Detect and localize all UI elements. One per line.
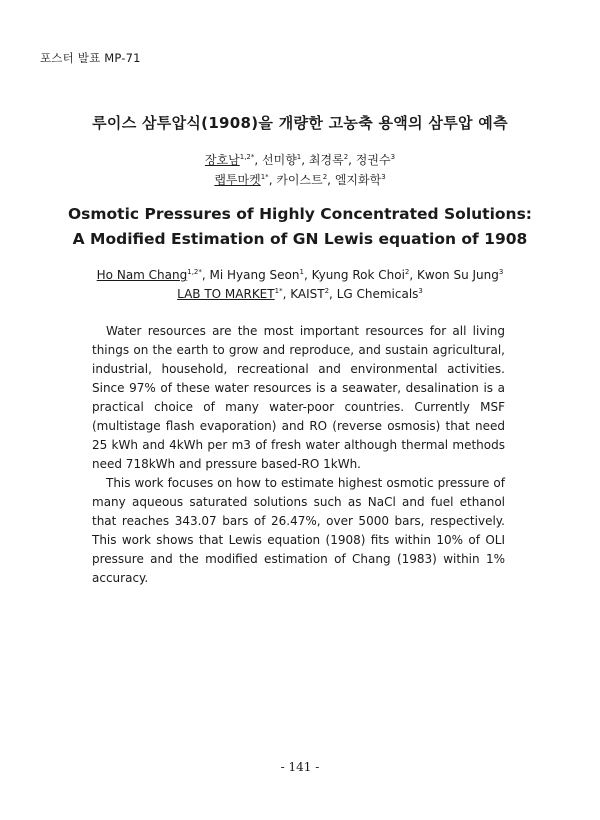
english-title-line2: A Modified Estimation of GN Lewis equation of 1908 [72, 230, 528, 248]
english-affiliation-sup: 2 [324, 287, 330, 295]
english-affiliation-sep: , [282, 287, 291, 301]
english-author-name: Mi Hyang Seon [209, 268, 300, 282]
english-authors-line [0, 266, 600, 285]
english-author-name: Kwon Su Jung [417, 268, 499, 282]
korean-affiliation-name: 랩투마켓 [214, 173, 261, 187]
english-title [0, 202, 600, 252]
english-affiliation-name: KAIST [290, 287, 325, 301]
page-number: - 141 - [280, 760, 320, 774]
korean-author-name: 장호남 [204, 153, 240, 167]
korean-author-sup: 1,2* [239, 153, 255, 161]
english-affiliation-sup: 3 [418, 287, 423, 295]
korean-affiliation-sup: 1* [260, 173, 269, 181]
korean-affiliation-name: 카이스트 [276, 173, 323, 187]
korean-author-sep: , [301, 153, 309, 167]
korean-author-sep: , [348, 153, 356, 167]
korean-affiliation-sep: , [268, 173, 277, 187]
english-affiliation-sup: 1* [274, 287, 283, 295]
korean-author-name: 정권수 [355, 153, 391, 167]
english-author-sup: 1,2* [187, 268, 202, 276]
korean-author-block [0, 150, 600, 190]
english-affiliation-sep: , [329, 287, 337, 301]
english-affiliation-name: LG Chemicals [336, 287, 419, 301]
korean-author-sup: 3 [390, 153, 396, 161]
english-author-sup: 1 [299, 268, 304, 276]
korean-author-sep: , [254, 153, 263, 167]
english-author-sep: , [409, 268, 418, 282]
english-affiliations-line [0, 285, 600, 304]
english-author-sup: 3 [498, 268, 504, 276]
english-author-block [0, 266, 600, 304]
english-title-line1: Osmotic Pressures of Highly Concentrated Solutions: [67, 205, 533, 223]
abstract-body [92, 322, 505, 588]
korean-title: 루이스 삼투압식(1908)을 개량한 고농축 용액의 삼투압 예측 [92, 114, 508, 132]
korean-authors-line [0, 150, 600, 170]
korean-author-name: 최경록 [308, 153, 344, 167]
english-author-sep: , [201, 268, 210, 282]
english-author-sup: 2 [404, 268, 410, 276]
korean-affiliation-sup: 3 [381, 173, 386, 181]
english-author-name: Ho Nam Chang [96, 268, 188, 282]
english-author-sep: , [303, 268, 312, 282]
english-affiliation-name: LAB TO MARKET [177, 287, 275, 301]
korean-affiliations-line [0, 170, 600, 190]
korean-author-sup: 2 [343, 153, 349, 161]
korean-author-name: 선미향 [262, 153, 297, 167]
korean-affiliation-sup: 2 [322, 173, 328, 181]
english-author-name: Kyung Rok Choi [311, 268, 405, 282]
session-label: 포스터 발표 MP-71 [40, 51, 141, 65]
korean-affiliation-sep: , [327, 173, 335, 187]
korean-author-sup: 1 [296, 153, 302, 161]
abstract-paragraph-2: This work focuses on how to estimate highest osmotic pressure of many aqueous saturated solutions such as NaCl and fuel ethanol that reaches 343.07 bars of 26.47%, over 5000 bars, respectively. This work shows that Lewis equation (1908) fits within 10% of OLI pressure and the modified estimation of Chang (1983) within 1% accuracy. [92, 476, 505, 585]
korean-affiliation-name: 엘지화학 [334, 173, 382, 187]
abstract-paragraph-1: Water resources are the most important resources for all living things on the earth to grow and reproduce, and sustain agricultural, industrial, household, recreational and environmental activities. Since 97% of these water resources is a seawater, desalination is a practical choice of many water-poor countries. Currently MSF (multistage flash evaporation) and RO (reverse osmosis) that need 25 kWh and 4kWh per m3 of fresh water although thermal methods need 718kWh and pressure based-RO 1kWh. [92, 324, 505, 471]
